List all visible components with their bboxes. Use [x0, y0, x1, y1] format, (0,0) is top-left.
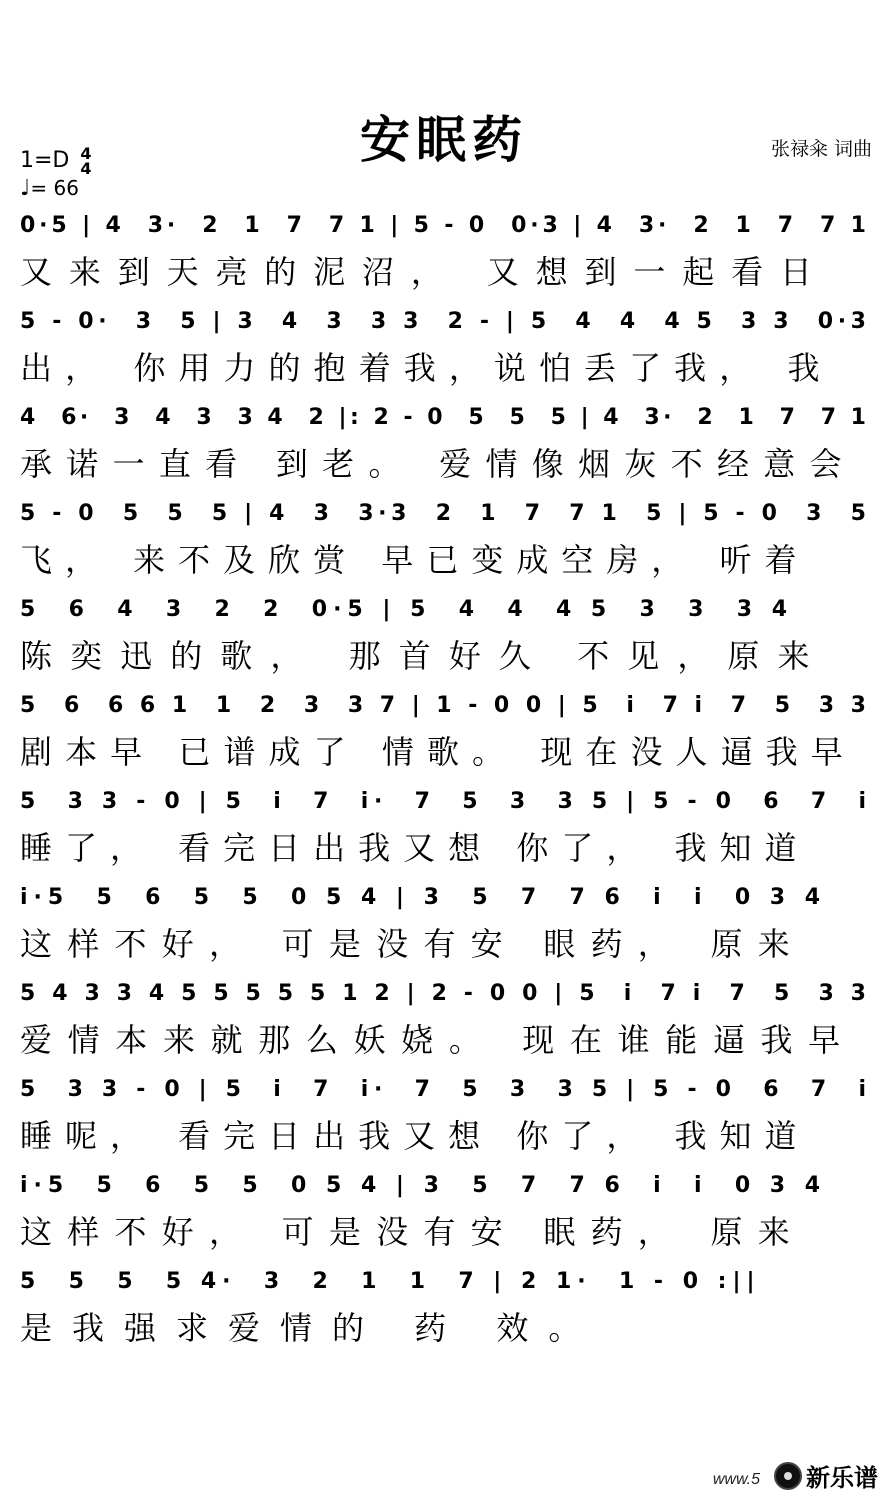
lyrics-line: 这样不好， 可是没有安 眼药， 原来	[20, 925, 805, 963]
lyrics-line: 又来到天亮的泥沼， 又想到一起看日	[20, 253, 829, 291]
jianpu-notes: 5 3 3 - 0 | 5 i 7 i· 7 5 3 3 5 | 5 - 0 6 7 i	[20, 1077, 872, 1102]
time-signature	[80, 146, 91, 176]
composer-credit: 张禄籴 词曲	[770, 138, 872, 160]
jianpu-notes: i·5 5 6 5 5 0 5 4 | 3 5 7 7 6 i i 0 3 4	[20, 1173, 827, 1198]
jianpu-notes: 0·5 | 4 3· 2 1 7 7 1 | 5 - 0 0·3 | 4 3· 2 1 7 7 1	[20, 213, 870, 238]
lyrics-line: 承诺一直看 到老。 爱情像烟灰不经意会	[20, 445, 856, 483]
lyrics-line: 飞， 来不及欣赏 早已变成空房， 听着	[20, 541, 810, 579]
time-top: 4	[80, 144, 92, 163]
time-bottom: 4	[80, 159, 92, 178]
jianpu-notes: i·5 5 6 5 5 0 5 4 | 3 5 7 7 6 i i 0 3 4	[20, 885, 827, 910]
lyrics-line: 这样不好， 可是没有安 眠药， 原来	[20, 1213, 805, 1251]
jianpu-notes: 5 3 3 - 0 | 5 i 7 i· 7 5 3 3 5 | 5 - 0 6 7 i	[20, 789, 872, 814]
jianpu-notes: 4 6· 3 4 3 3 4 2 |: 2 - 0 5 5 5 | 4 3· 2 1 7 7 1	[20, 405, 870, 430]
jianpu-notes: 5 6 6 6 1 1 2 3 3 7 | 1 - 0 0 | 5 i 7 i 7 5 3 3	[20, 693, 871, 718]
lyrics-line: 是我强求爱情的 药 效。	[20, 1309, 601, 1347]
lyrics-line: 爱情本来就那么妖娆。 现在谁能逼我早	[20, 1021, 856, 1059]
jianpu-notes: 5 4 3 3 4 5 5 5 5 5 1 2 | 2 - 0 0 | 5 i 7 i 7 5 3 3	[20, 981, 871, 1006]
vinyl-disc-icon	[774, 1462, 802, 1490]
tempo-marking	[20, 176, 79, 201]
lyrics-line: 陈奕迅的歌， 那首好久 不见，原来	[20, 637, 828, 675]
lyrics-line: 剧本早 已谱成了 情歌。 现在没人逼我早	[20, 733, 856, 771]
jianpu-notes: 5 5 5 5 4· 3 2 1 1 7 | 2 1· 1 - 0 :||	[20, 1269, 761, 1294]
jianpu-notes: 5 - 0· 3 5 | 3 4 3 3 3 2 - | 5 4 4 4 5 3 3 0·3	[20, 309, 871, 334]
brand-name: 新乐谱	[806, 1464, 878, 1492]
lyrics-line: 出， 你用力的抱着我，说怕丢了我， 我	[20, 349, 833, 387]
key-signature	[20, 146, 92, 176]
jianpu-notes: 5 6 4 3 2 2 0·5 | 5 4 4 4 5 3 3 3 4	[20, 597, 794, 622]
footer-url: www.5	[712, 1471, 760, 1488]
lyrics-line: 睡了， 看完日出我又想 你了， 我知道	[20, 829, 810, 867]
brand-logo	[774, 1458, 878, 1493]
key-label: 1=D	[20, 148, 70, 173]
quarter-note-icon: ♩	[20, 176, 31, 201]
jianpu-notes: 5 - 0 5 5 5 | 4 3 3·3 2 1 7 7 1 5 | 5 - 0 3 5	[20, 501, 871, 526]
lyrics-line: 睡呢， 看完日出我又想 你了， 我知道	[20, 1117, 810, 1155]
song-title: 安眠药	[360, 110, 528, 169]
tempo-value: = 66	[30, 176, 79, 200]
